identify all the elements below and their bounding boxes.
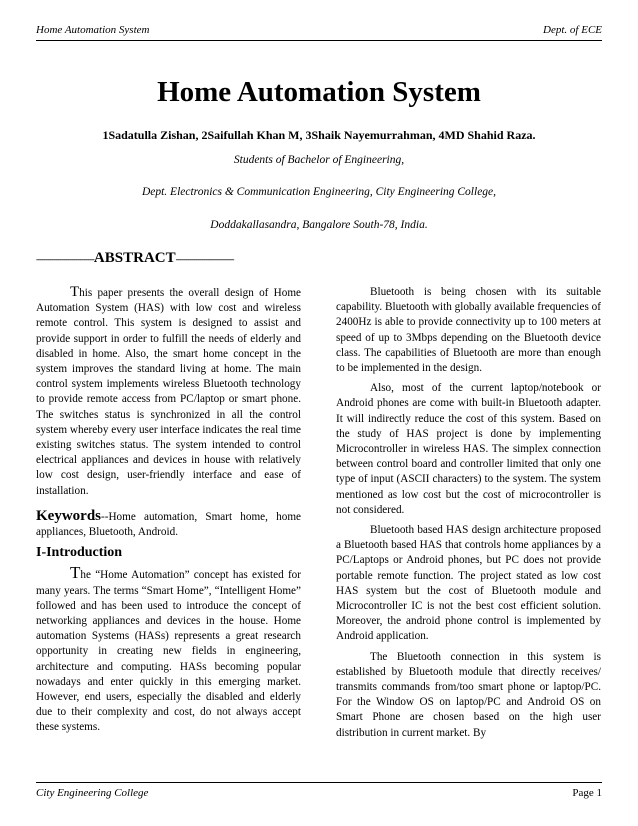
affiliation-line-1: Students of Bachelor of Engineering, [233,154,405,166]
keywords-label: Keywords [36,507,101,524]
header-rule [36,40,602,41]
intro-heading: I-Introduction [36,545,123,561]
abstract-dashes-left: ----------------------------- [36,254,94,264]
intro-dropcap: T [70,563,81,583]
running-header-right: Dept. of ECE [543,24,602,36]
right-paragraph-3: Bluetooth based HAS design architecture proposed a Bluetooth based HAS that controls home appliances by a PC/Laptops or Android phones, but PC does not provide portable remote function. The project stated as low cost HAS system but the cost of Bluetooth module and Microcontroller IC is not the best cost efficient solution. Moreover, the android phone control is implemented by Android application. [336,524,601,643]
keywords-text: --Home automation, Smart home, home appliances, Bluetooth, Android. [36,510,301,539]
paper-title: Home Automation System [157,76,481,108]
abstract-body: his paper presents the overall design of Home Automation System (HAS) with low cost and wireless remote control. This system is designed to assist and provide support in order to fulfill the needs of elderly and disabled in home. Also, the smart home concept in the system improves the standard living at home. The main control system implements wireless Bluetooth technology to provide remote access from PC/laptop or smart phone. The switches status is synchronized in all the control system whereby every user interface indicates the real time existing switches status. The system intended to control electrical appliances and devices in house with relatively low cost design, user-friendly interface and ease of installation. [36,287,301,497]
author-list: 1Sadatulla Zishan, 2Saifullah Khan M, 3Shaik Nayemurrahman, 4MD Shahid Raza. [102,128,536,142]
abstract-dashes-right: ----------------------------- [175,254,234,264]
running-header-left: Home Automation System [36,24,150,36]
right-column [336,285,601,746]
abstract-heading [36,249,234,267]
intro-paragraph [36,565,301,735]
abstract-dropcap: T [70,284,80,300]
page-number: Page 1 [572,787,602,799]
abstract-label: ABSTRACT [93,250,176,266]
affiliation-line-2: Dept. Electronics & Communication Engineering, City Engineering College, [141,186,497,198]
right-paragraph-1: Bluetooth is being chosen with its suitable capability. Bluetooth with globally available frequencies of 2400Hz is able to provide connectivity up to 100 meters at speed of up to 3Mbps depending on the Bluetooth device class. The capabilities of Bluetooth are more than enough to be implemented in the design. [336,286,601,375]
abstract-paragraph [36,285,301,499]
footer-rule [36,782,602,783]
right-paragraph-4: The Bluetooth connection in this system is established by Bluetooth module that directly receives/ transmits commands from/too smart phone or laptop/PC. For the Window OS on laptop/PC and Android OS on Smart Phone are chosen based on the high user distribution in current market. By [336,650,601,739]
affiliation-line-3: Doddakallasandra, Bangalore South-78, India. [210,219,428,231]
keywords-paragraph [36,509,301,540]
right-paragraph-2: Also, most of the current laptop/notebook or Android phones are come with built-in Bluetooth adapter. It will indirectly reduce the cost of this system. Based on the study of HAS project is done by implementing Microcontroller in wireless HAS. The simplex connection between control board and controller limited that only one type of input (ASCII characters) to the system. The system mentioned as low cost but the cost of microcontroller is not considered. [336,382,601,516]
intro-body: he “Home Automation” concept has existed for many years. The terms “Smart Home”, “Intelligent Home” followed and has been used to introduce the concept of networking appliances and devices in the house. Home automation Systems (HASs) represents a great research opportunity in creating new fields in engineering, architecture and computing. HASs becoming popular nowadays and enter quickly in this emerging market. However, end users, especially the disabled and elderly due to their complexity and cost, do not always accept these systems. [36,569,301,734]
running-footer-left: City Engineering College [36,787,149,799]
left-column [36,285,301,741]
